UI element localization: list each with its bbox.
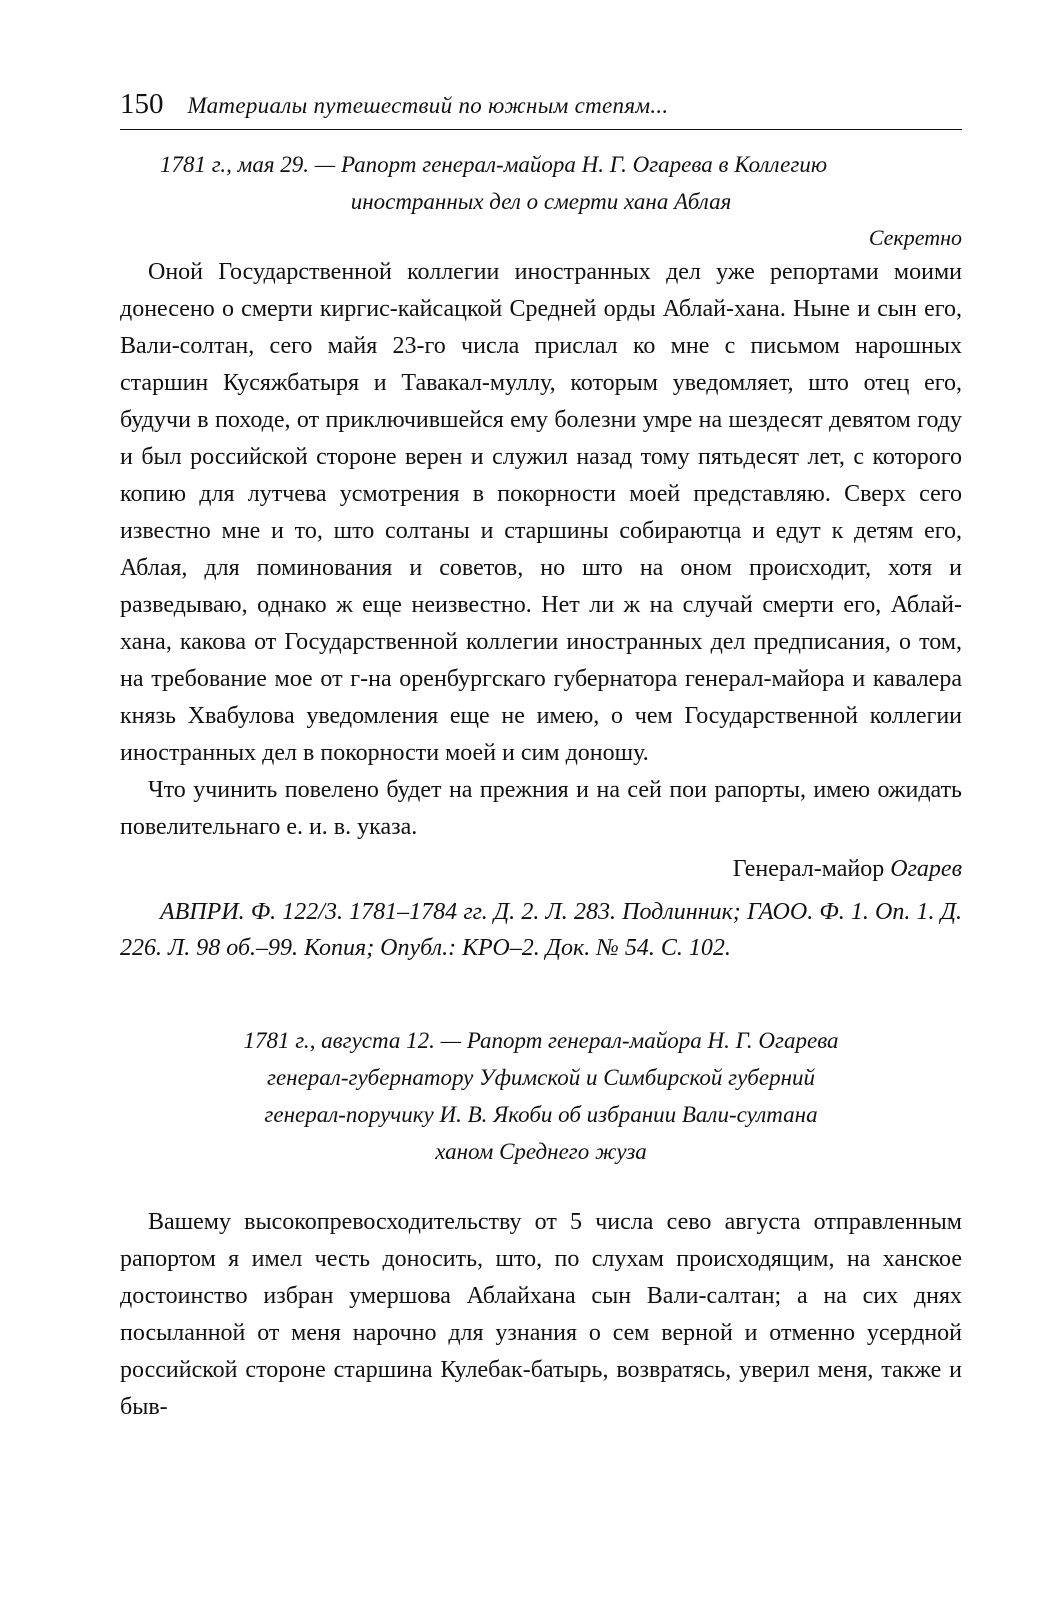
secrecy-mark: Секретно <box>868 225 962 250</box>
body-paragraph: Что учинить повелено будет на прежния и на сей пои рапорты, имею ожидать повелительнаго е. и. в. указа. <box>120 777 962 840</box>
signature <box>120 850 962 888</box>
archive-reference: АВПРИ. Ф. 122/3. 1781–1784 гг. Д. 2. Л. 283. Подлинник; ГАОО. Ф. 1. Оп. 1. Д. 226. Л. 98 об.–99. Копия; Опубл.: КРО–2. Док. № 54. С. 102. <box>120 899 962 961</box>
document-heading <box>120 146 962 220</box>
running-title: Материалы путешествий по южным степям... <box>187 93 669 118</box>
heading-line: 1781 г., августа 12. — Рапорт генерал-майора Н. Г. Огарева <box>243 1028 839 1053</box>
signature-name: Огарев <box>890 856 962 882</box>
page <box>120 88 962 1426</box>
body-paragraph: Оной Государственной коллегии иностранных дел уже репортами моими донесено о смерти киргис-кайсацкой Средней орды Аблай-хана. Ныне и сын его, Вали-солтан, сего майя 23-го числа прислал ко мне с письмом нарошных старшин Кусяжбатыря и Тавакал-муллу, которым уведомляет, што отец его, будучи в походе, от приключившейся ему болезни умре на шездесят девятом году и был российской стороне верен и служил назад тому пятьдесят лет, с которого копию для лутчева усмотрения в покорности моей представляю. Сверх сего известно мне и то, што солтаны и старшины собираютца и едут к детям его, Аблая, для поминования и советов, но што на оном происходит, хотя и разведываю, однако ж еще неизвестно. Нет ли ж на случай смерти его, Аблай-хана, какова от Государственной коллегии иностранных дел предписания, о том, на требование мое от г-на оренбургскаго губернатора генерал-майора и кавалера князь Хвабулова уведомления еще не имею, о чем Государственной коллегии иностранных дел в покорности моей и сим доношу. <box>120 259 962 766</box>
signature-rank: Генерал-майор <box>732 856 885 882</box>
heading-line: генерал-поручику И. В. Якоби об избрании Вали-султана <box>264 1102 818 1127</box>
body-paragraph: Вашему высокопревосходительству от 5 числа сево августа отправленным рапортом я имел честь доносить, што, по слухам происходящим, на ханское достоинство избран умершова Аблайхана сын Вали-салтан; а на сих днях посыланной от меня нарочно для узнания о сем верной и отменно усердной российской стороне старшина Кулебак-батырь, возвратясь, уверил меня, также и быв- <box>120 1209 962 1420</box>
heading-line: генерал-губернатору Уфимской и Симбирской губерний <box>267 1065 815 1090</box>
heading-line: ханом Среднего жуза <box>435 1139 647 1164</box>
heading-line: иностранных дел о смерти хана Аблая <box>350 189 732 214</box>
heading-line: 1781 г., мая 29. — Рапорт генерал-майора Н. Г. Огарева в Коллегию <box>160 152 828 177</box>
page-number: 150 <box>120 88 164 120</box>
document-heading <box>120 1022 962 1170</box>
running-head <box>120 88 962 130</box>
